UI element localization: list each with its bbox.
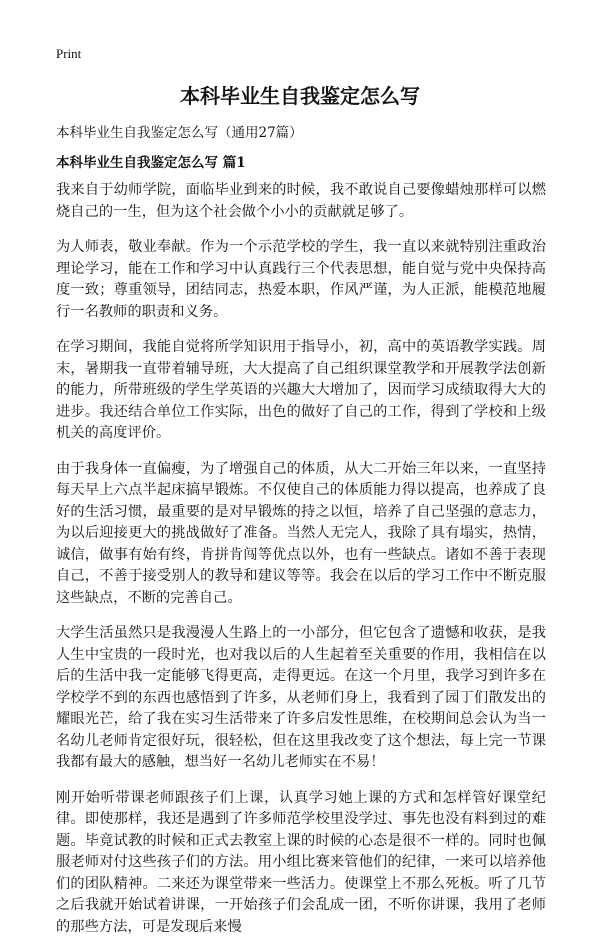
paragraph: 大学生活虽然只是我漫漫人生路上的一小部分，但它包含了遗憾和收获，是我人生中宝贵的一段时光，也对我以后的人生起着至关重要的作用，我相信在以后的生活中我一定能够飞得更高，走得更远。在这一个月里，我学习到许多在学校学不到的东西也感悟到了许多，从老师们身上，我看到了园丁们散发出的耀眼光芒，给了我在实习生活带来了许多启发性思维，在校期间总会认为当一名幼儿老师肯定很好玩，很轻松，但在这里我改变了这个想法，每上完一节课我都有最大的感触，想当好一名幼儿老师实在不易！ — [56, 625, 546, 770]
document-subtitle: 本科毕业生自我鉴定怎么写（通用27篇） — [56, 125, 303, 141]
document-body — [56, 180, 546, 952]
paragraph: 我来自于幼师学院，面临毕业到来的时候，我不敢说自己要像蜡烛那样可以燃烧自己的一生，但为这个社会做个小小的贡献就足够了。 — [56, 182, 546, 220]
document-title: 本科毕业生自我鉴定怎么写 — [180, 84, 420, 108]
paragraph: 为人师表，敬业奉献。作为一个示范学校的学生，我一直以来就特别注重政治理论学习，能在工作和学习中认真践行三个代表思想，能自觉与党中央保持高度一致；尊重领导，团结同志，热爱本职，作风严谨，为人正派，能模范地履行一名教师的职责和义务。 — [56, 239, 546, 320]
paragraph: 由于我身体一直偏瘦，为了增强自己的体质，从大二开始三年以来，一直坚持每天早上六点半起床搞早锻炼。不仅使自己的体质能力得以提高，也养成了良好的生活习惯，最重要的是对早锻炼的持之以恒，培养了自己坚强的意志力，为以后迎接更大的挑战做好了准备。当然人无完人，我除了具有塌实，热情，诚信，做事有始有终，肯拼肯闯等优点以外，也有一些缺点。诸如不善于表现自己，不善于接受别人的教导和建议等等。我会在以后的学习工作中不断克服这些缺点，不断的完善自己。 — [56, 460, 546, 606]
print-link[interactable]: Print — [56, 46, 82, 61]
paragraph: 在学习期间，我能自觉将所学知识用于指导小，初，高中的英语教学实践。周末，暑期我一直带着辅导班，大大提高了自己组织课堂教学和开展教学法创新的能力，所带班级的学生学英语的兴趣大大增加了，因而学习成绩取得大大的进步。我还结合单位工作实际，出色的做好了自己的工作，得到了学校和上级机关的高度评价。 — [56, 339, 546, 441]
section-heading: 本科毕业生自我鉴定怎么写 篇1 — [56, 155, 246, 171]
paragraph: 刚开始听带课老师跟孩子们上课，认真学习她上课的方式和怎样管好课堂纪律。即使那样，我还是遇到了许多师范学校里没学过、事先也没有料到过的难题。毕竟试教的时候和正式去教室上课的时候的心态是很不一样的。同时也佩服老师对付这些孩子们的方法。用小组比赛来管他们的纪律，一来可以培养他们的团队精神。二来还为课堂带来一些活力。使课堂上不那么死板。听了几节之后我就开始试着讲课，一开始孩子们会乱成一团，不听你讲课，我用了老师的那些方法，可是发现后来慢 — [56, 789, 546, 935]
